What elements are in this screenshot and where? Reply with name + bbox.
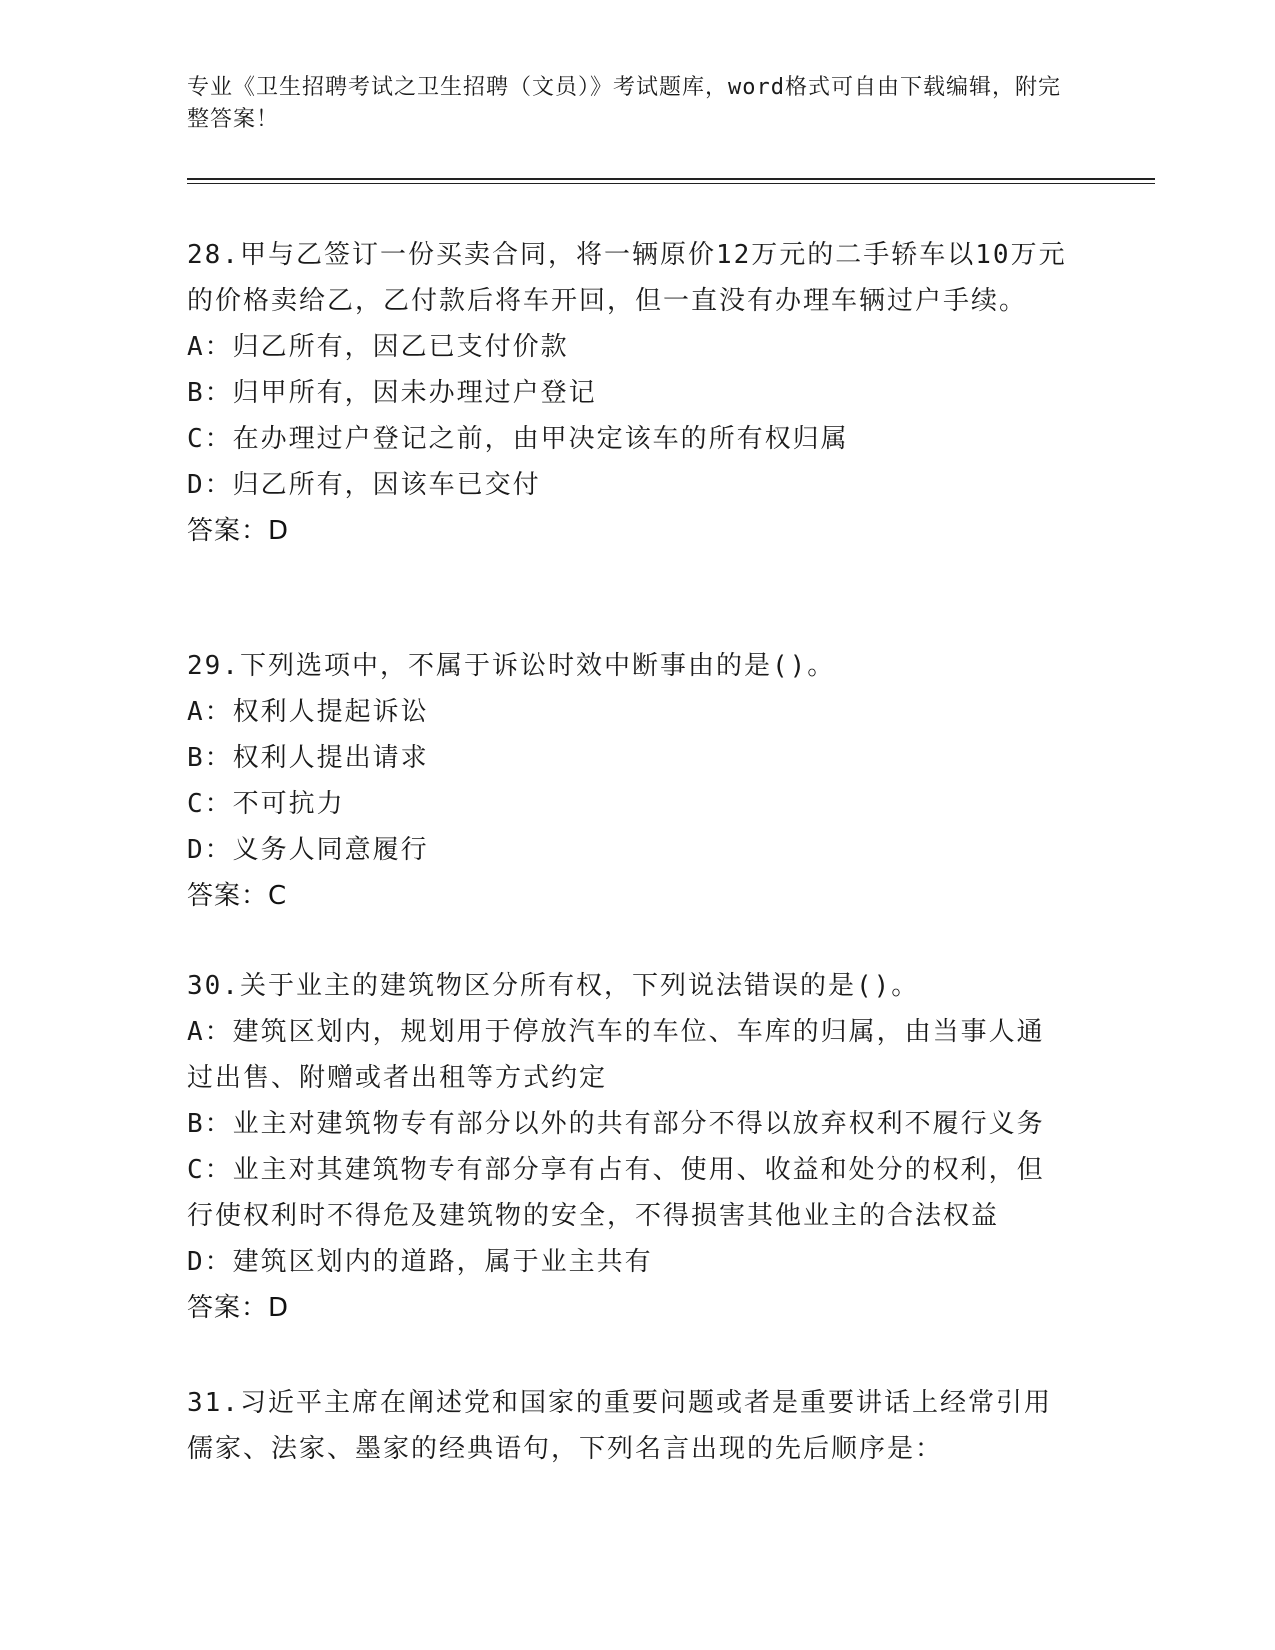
option-c: C：不可抗力 (187, 789, 345, 819)
question-31 (187, 1380, 1067, 1472)
answer: 答案：D (187, 516, 290, 546)
question-30 (187, 963, 1067, 1331)
question-stem: 28.甲与乙签订一份买卖合同，将一辆原价12万元的二手轿车以10万元的价格卖给乙，乙付款后将车开回，但一直没有办理车辆过户手续。 (187, 240, 1067, 316)
option-c: C：业主对其建筑物专有部分享有占有、使用、收益和处分的权利，但行使权利时不得危及建筑物的安全，不得损害其他业主的合法权益 (187, 1155, 1045, 1231)
option-a: A：权利人提起诉讼 (187, 697, 429, 727)
answer: 答案：D (187, 1293, 290, 1323)
header-rule-thin (187, 183, 1155, 184)
option-d: D：义务人同意履行 (187, 835, 429, 865)
option-d: D：建筑区划内的道路，属于业主共有 (187, 1247, 653, 1277)
header-rule-thick (187, 178, 1155, 180)
question-stem: 29.下列选项中，不属于诉讼时效中断事由的是()。 (187, 651, 836, 681)
header-text: 专业《卫生招聘考试之卫生招聘（文员）》考试题库，word格式可自由下载编辑，附完整答案！ (187, 75, 1061, 132)
question-stem: 31.习近平主席在阐述党和国家的重要问题或者是重要讲话上经常引用儒家、法家、墨家的经典语句，下列名言出现的先后顺序是： (187, 1388, 1052, 1464)
option-a: A：归乙所有，因乙已支付价款 (187, 332, 569, 362)
question-28 (187, 232, 1067, 554)
question-29 (187, 643, 1067, 919)
option-d: D：归乙所有，因该车已交付 (187, 470, 541, 500)
option-b: B：业主对建筑物专有部分以外的共有部分不得以放弃权利不履行义务 (187, 1109, 1045, 1139)
option-b: B：权利人提出请求 (187, 743, 429, 773)
question-stem: 30.关于业主的建筑物区分所有权，下列说法错误的是()。 (187, 971, 920, 1001)
option-c: C：在办理过户登记之前，由甲决定该车的所有权归属 (187, 424, 849, 454)
option-a: A：建筑区划内，规划用于停放汽车的车位、车库的归属，由当事人通过出售、附赠或者出租等方式约定 (187, 1017, 1045, 1093)
answer: 答案：C (187, 881, 288, 911)
option-b: B：归甲所有，因未办理过户登记 (187, 378, 597, 408)
